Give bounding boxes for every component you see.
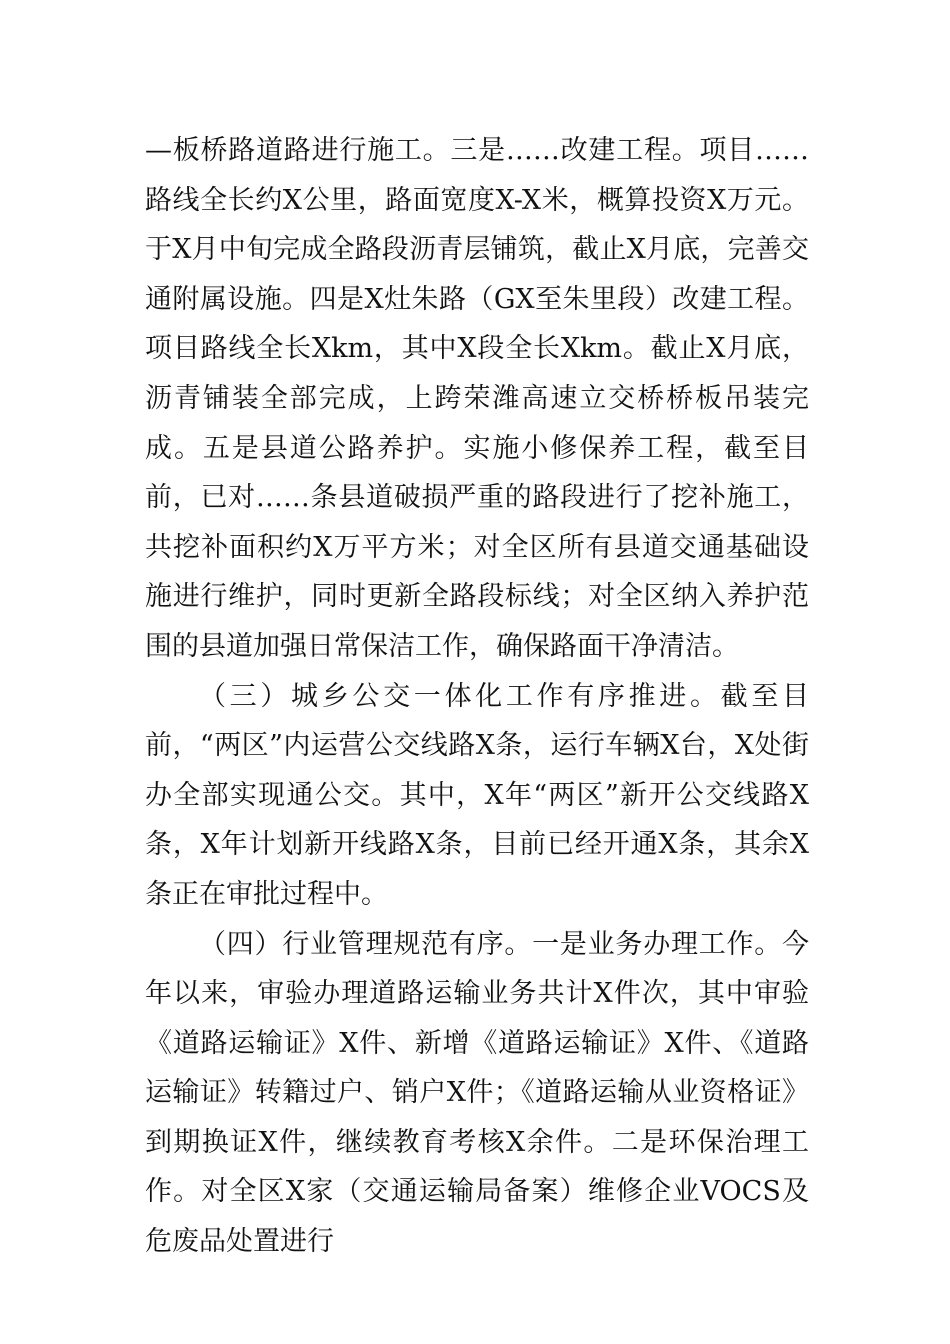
paragraph-industry-management: （四）行业管理规范有序。一是业务办理工作。今年以来，审验办理道路运输业务共计X件次，其中审验《道路运输证》X件、新增《道路运输证》X件、《道路运输证》转籍过户、销户X件；《道路运输从业资格证》到期换证X件，继续教育考核X余件。二是环保治理工作。对全区X家（交通运输局备案）维修企业VOCS及危废品处置进行 [145,928,809,1258]
paragraph-bus-integration: （三）城乡公交一体化工作有序推进。截至目前，“两区”内运营公交线路X条，运行车辆X台，X处街办全部实现通公交。其中，X年“两区”新开公交线路X条，X年计划新开线路X条，目前已经开通X条，其余X条正在审批过程中。 [145,680,809,910]
document-body [145,126,809,1267]
paragraph-road-projects: —板桥路道路进行施工。三是……改建工程。项目……路线全长约X公里，路面宽度X-X米，概算投资X万元。于X月中旬完成全路段沥青层铺筑，截止X月底，完善交通附属设施。四是X灶朱路（GX至朱里段）改建工程。项目路线全长Xkm，其中X段全长Xkm。截止X月底，沥青铺装全部完成，上跨荣潍高速立交桥桥板吊装完成。五是县道公路养护。实施小修保养工程，截至目前，已对……条县道破损严重的路段进行了挖补施工，共挖补面积约X万平方米；对全区所有县道交通基础设施进行维护，同时更新全路段标线；对全区纳入养护范围的县道加强日常保洁工作，确保路面干净清洁。 [145,135,809,662]
